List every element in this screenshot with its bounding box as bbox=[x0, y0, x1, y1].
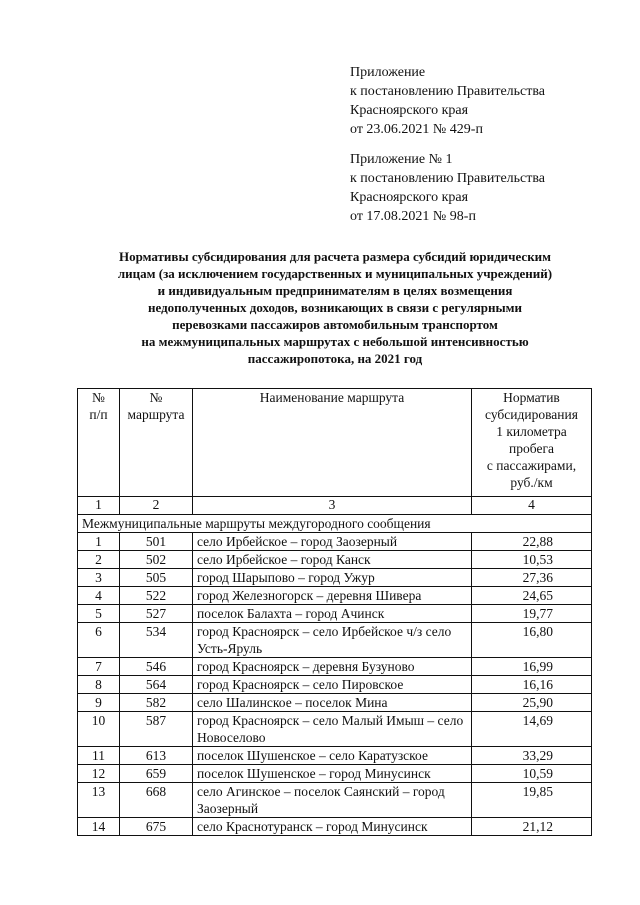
row-index: 6 bbox=[78, 623, 120, 658]
route-name: село Шалинское – поселок Мина bbox=[193, 694, 472, 712]
table-row bbox=[78, 658, 592, 676]
route-name: город Красноярск – деревня Бузуново bbox=[193, 658, 472, 676]
row-index: 8 bbox=[78, 676, 120, 694]
route-number: 675 bbox=[120, 818, 193, 836]
route-number: 546 bbox=[120, 658, 193, 676]
appendix-2-line-3: Красноярского края bbox=[350, 190, 469, 205]
title-line-6: на межмуниципальных маршрутах с небольшой интенсивностью bbox=[141, 334, 529, 349]
appendix-2-line-4: от 17.08.2021 № 98-п bbox=[350, 209, 476, 224]
table-row bbox=[78, 569, 592, 587]
subsidy-norm-value: 19,77 bbox=[472, 605, 592, 623]
header-norm-line-4: пробега bbox=[509, 441, 554, 456]
route-name: поселок Шушенское – село Каратузское bbox=[193, 747, 472, 765]
header-norm-line-3: 1 километра bbox=[496, 424, 567, 439]
header-route-line-1: № bbox=[149, 390, 163, 405]
subsidy-norm-value: 27,36 bbox=[472, 569, 592, 587]
subsidy-norm-value: 22,88 bbox=[472, 533, 592, 551]
subsidy-norm-value: 25,90 bbox=[472, 694, 592, 712]
subsidy-norm-value: 33,29 bbox=[472, 747, 592, 765]
column-number-1: 1 bbox=[78, 497, 120, 515]
route-number: 527 bbox=[120, 605, 193, 623]
subsidy-norm-value: 16,16 bbox=[472, 676, 592, 694]
appendix-2-line-1: Приложение № 1 bbox=[350, 152, 453, 167]
title-line-3: и индивидуальным предпринимателям в целях возмещения bbox=[157, 283, 513, 298]
subsidy-norm-value: 16,80 bbox=[472, 623, 592, 658]
header-name-text: Наименование маршрута bbox=[259, 390, 405, 405]
route-number: 501 bbox=[120, 533, 193, 551]
table-row bbox=[78, 783, 592, 818]
subsidy-norm-value: 19,85 bbox=[472, 783, 592, 818]
row-index: 7 bbox=[78, 658, 120, 676]
document-title bbox=[70, 248, 600, 367]
header-index bbox=[78, 389, 120, 497]
route-name: село Краснотуранск – город Минусинск bbox=[193, 818, 472, 836]
route-name: город Красноярск – село Ирбейское ч/з село Усть-Яруль bbox=[193, 623, 472, 658]
route-number: 534 bbox=[120, 623, 193, 658]
table-row bbox=[78, 747, 592, 765]
route-name: город Железногорск – деревня Шивера bbox=[193, 587, 472, 605]
route-name: город Красноярск – село Пировское bbox=[193, 676, 472, 694]
route-name: село Агинское – поселок Саянский – город Заозерный bbox=[193, 783, 472, 818]
header-norm-line-6: руб./км bbox=[510, 475, 553, 490]
title-line-1: Нормативы субсидирования для расчета размера субсидий юридическим bbox=[118, 249, 552, 264]
title-line-7: пассажиропотока, на 2021 год bbox=[247, 351, 423, 366]
route-number: 659 bbox=[120, 765, 193, 783]
route-number: 587 bbox=[120, 712, 193, 747]
row-index: 9 bbox=[78, 694, 120, 712]
subsidy-norm-value: 10,59 bbox=[472, 765, 592, 783]
section-title: Межмуниципальные маршруты междугородного сообщения bbox=[78, 515, 592, 533]
route-number: 582 bbox=[120, 694, 193, 712]
route-name: село Ирбейское – город Заозерный bbox=[193, 533, 472, 551]
row-index: 12 bbox=[78, 765, 120, 783]
table-row bbox=[78, 765, 592, 783]
route-number: 564 bbox=[120, 676, 193, 694]
header-route-number bbox=[120, 389, 193, 497]
title-line-2: лицам (за исключением государственных и муниципальных учреждений) bbox=[117, 266, 553, 281]
header-index-line-2: п/п bbox=[89, 407, 108, 422]
column-number-2: 2 bbox=[120, 497, 193, 515]
header-norm-line-5: с пассажирами, bbox=[486, 458, 577, 473]
appendix-1-line-1: Приложение bbox=[350, 65, 426, 80]
route-number: 613 bbox=[120, 747, 193, 765]
title-line-5: перевозками пассажиров автомобильным транспортом bbox=[172, 317, 498, 332]
subsidy-norm-value: 16,99 bbox=[472, 658, 592, 676]
column-number-4: 4 bbox=[472, 497, 592, 515]
route-number: 668 bbox=[120, 783, 193, 818]
table-row bbox=[78, 623, 592, 658]
column-number-row bbox=[78, 497, 592, 515]
table-row bbox=[78, 676, 592, 694]
appendix-2-line-2: к постановлению Правительства bbox=[350, 171, 546, 186]
header-norm-line-1: Норматив bbox=[503, 390, 560, 405]
appendix-header-1 bbox=[350, 63, 610, 139]
table-row bbox=[78, 694, 592, 712]
header-norm bbox=[472, 389, 592, 497]
subsidy-norm-value: 21,12 bbox=[472, 818, 592, 836]
row-index: 3 bbox=[78, 569, 120, 587]
table-row bbox=[78, 818, 592, 836]
route-name: село Ирбейское – город Канск bbox=[193, 551, 472, 569]
section-row bbox=[78, 515, 592, 533]
column-number-3: 3 bbox=[193, 497, 472, 515]
route-name: город Шарыпово – город Ужур bbox=[193, 569, 472, 587]
header-route-name bbox=[193, 389, 472, 497]
table-row bbox=[78, 551, 592, 569]
header-index-line-1: № bbox=[92, 390, 105, 405]
route-number: 502 bbox=[120, 551, 193, 569]
title-line-4: недополученных доходов, возникающих в связи с регулярными bbox=[147, 300, 523, 315]
subsidy-norm-value: 14,69 bbox=[472, 712, 592, 747]
table-row bbox=[78, 587, 592, 605]
route-name: город Красноярск – село Малый Имыш – село Новоселово bbox=[193, 712, 472, 747]
row-index: 10 bbox=[78, 712, 120, 747]
appendix-1-line-3: Красноярского края bbox=[350, 103, 469, 118]
header-norm-line-2: субсидирования bbox=[485, 407, 578, 422]
route-name: поселок Шушенское – город Минусинск bbox=[193, 765, 472, 783]
appendix-1-line-4: от 23.06.2021 № 429-п bbox=[350, 122, 483, 137]
route-number: 522 bbox=[120, 587, 193, 605]
route-name: поселок Балахта – город Ачинск bbox=[193, 605, 472, 623]
subsidy-norm-value: 24,65 bbox=[472, 587, 592, 605]
table-row bbox=[78, 712, 592, 747]
row-index: 13 bbox=[78, 783, 120, 818]
row-index: 2 bbox=[78, 551, 120, 569]
table-body bbox=[78, 533, 592, 836]
subsidy-norm-value: 10,53 bbox=[472, 551, 592, 569]
table-row bbox=[78, 533, 592, 551]
subsidy-norms-table bbox=[77, 388, 592, 836]
row-index: 11 bbox=[78, 747, 120, 765]
header-route-line-2: маршрута bbox=[127, 407, 185, 422]
row-index: 14 bbox=[78, 818, 120, 836]
row-index: 1 bbox=[78, 533, 120, 551]
table-header-row bbox=[78, 389, 592, 497]
table-row bbox=[78, 605, 592, 623]
row-index: 4 bbox=[78, 587, 120, 605]
appendix-1-line-2: к постановлению Правительства bbox=[350, 84, 546, 99]
appendix-header-2 bbox=[350, 150, 610, 226]
row-index: 5 bbox=[78, 605, 120, 623]
route-number: 505 bbox=[120, 569, 193, 587]
